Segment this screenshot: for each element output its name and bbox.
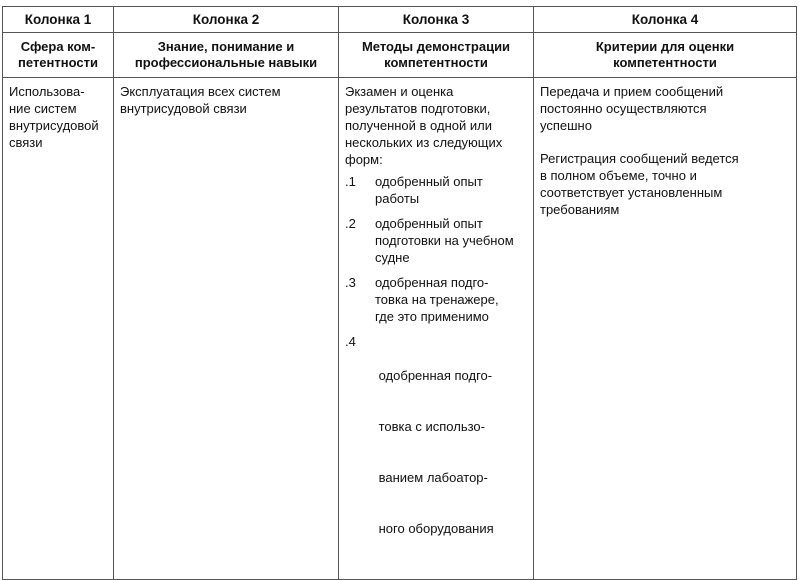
text-line: одобренная подго- bbox=[375, 275, 489, 290]
column-number-4: Колонка 4 bbox=[534, 7, 797, 33]
header-line: профессиональные навыки bbox=[134, 55, 318, 70]
column-number-2: Колонка 2 bbox=[114, 7, 339, 33]
header-line: Критерии для оценки bbox=[595, 39, 735, 54]
header-line: Сфера ком- bbox=[20, 39, 96, 54]
text-line: одобренный опыт bbox=[375, 174, 483, 189]
text-line: нескольких из следующих bbox=[345, 135, 503, 150]
list-item-number: .2 bbox=[345, 216, 356, 231]
header-line: компетентности bbox=[384, 55, 488, 70]
text-line: Регистрация сообщений ведется bbox=[540, 151, 739, 166]
list-item bbox=[345, 173, 527, 207]
text-line: результатов подготовки, bbox=[345, 101, 491, 116]
list-item bbox=[345, 274, 527, 325]
text-line: внутрисудовой bbox=[9, 118, 99, 133]
text-line: соответствует установленным bbox=[540, 185, 723, 200]
text-line: товка на тренажере, bbox=[375, 292, 499, 307]
cell-knowledge bbox=[114, 78, 339, 580]
list-item bbox=[345, 215, 527, 266]
header-line: Методы демонстрации bbox=[361, 39, 511, 54]
cell-competence-area bbox=[3, 78, 114, 580]
column-number-row bbox=[3, 7, 797, 33]
cell-methods bbox=[339, 78, 534, 580]
text-line: Передача и прием сообщений bbox=[540, 84, 724, 99]
cell-criteria bbox=[534, 78, 797, 580]
column-header-row bbox=[3, 33, 797, 78]
text-line: работы bbox=[375, 191, 420, 206]
column-number-1: Колонка 1 bbox=[3, 7, 114, 33]
column-number-3: Колонка 3 bbox=[339, 7, 534, 33]
text-line: ние систем bbox=[9, 101, 77, 116]
criteria-paragraph bbox=[540, 150, 790, 218]
list-item-number: .1 bbox=[345, 174, 356, 189]
text-line: успешно bbox=[540, 118, 592, 133]
header-line: компетентности bbox=[613, 55, 717, 70]
text-line: подготовки на учебном bbox=[375, 233, 514, 248]
header-criteria bbox=[534, 33, 797, 78]
criteria-paragraph bbox=[540, 83, 790, 134]
text-line: судне bbox=[375, 250, 410, 265]
competence-table bbox=[2, 6, 797, 580]
text-line: где это применимо bbox=[375, 309, 489, 324]
text-line: связи bbox=[9, 135, 43, 150]
text-line: Эксплуатация всех систем bbox=[120, 84, 281, 99]
text-line: форм: bbox=[345, 152, 383, 167]
header-competence-area bbox=[3, 33, 114, 78]
header-methods bbox=[339, 33, 534, 78]
text-line: в полном объеме, точно и bbox=[540, 168, 697, 183]
text-line: Использова- bbox=[9, 84, 85, 99]
header-line: Знание, понимание и bbox=[157, 39, 295, 54]
methods-list bbox=[345, 173, 527, 571]
list-item-number: .4 bbox=[345, 334, 356, 349]
text-line: ванием лабоатор- bbox=[375, 470, 488, 485]
text-line: одобренная подго- bbox=[375, 368, 493, 383]
text-line: постоянно осуществляются bbox=[540, 101, 707, 116]
text-line: требованиям bbox=[540, 202, 620, 217]
table-row bbox=[3, 78, 797, 580]
text-line: одобренный опыт bbox=[375, 216, 483, 231]
text-line: полученной в одной или bbox=[345, 118, 492, 133]
text-line: внутрисудовой связи bbox=[120, 101, 247, 116]
list-item-number: .3 bbox=[345, 275, 356, 290]
list-item bbox=[345, 333, 527, 571]
text-line: товка с использо- bbox=[375, 419, 485, 434]
header-line: петентности bbox=[18, 55, 98, 70]
header-knowledge bbox=[114, 33, 339, 78]
text-line: Экзамен и оценка bbox=[345, 84, 454, 99]
text-line: ного оборудования bbox=[375, 521, 494, 536]
